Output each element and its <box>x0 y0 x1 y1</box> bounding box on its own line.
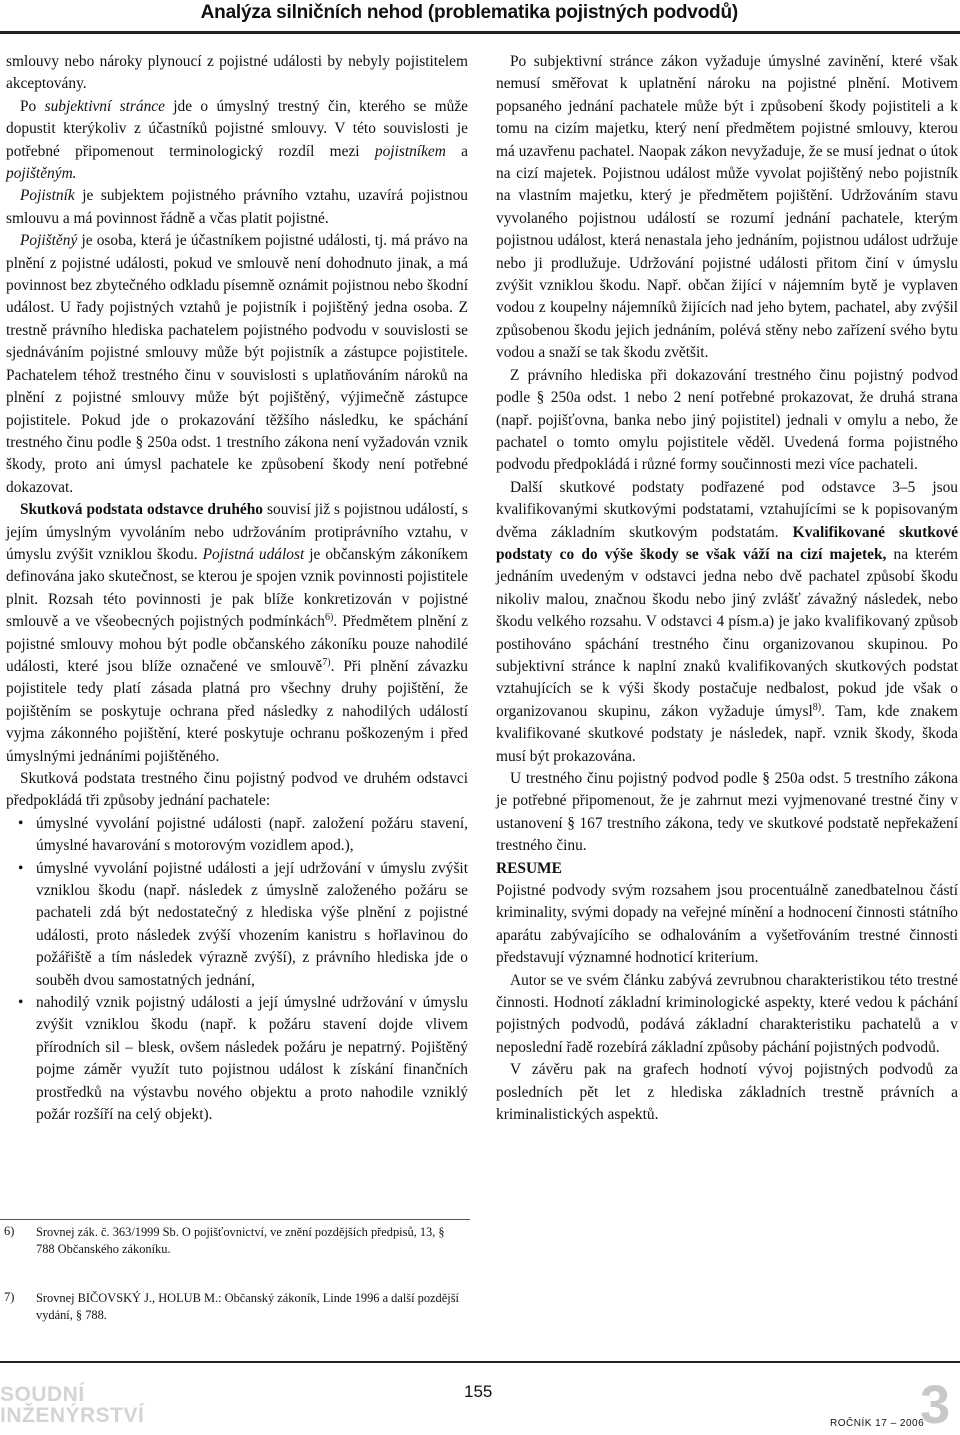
section-heading: RESUME <box>496 859 562 877</box>
paragraph: Pojištěný je osoba, která je účastníkem pojistné události, tj. má právo na plnění z pojistné události, pokud ve smlouvě není dohodnuto jinak, a má povinnost bez zbytečného odkladu písemně oznámit pojistnou nebo škodní událost. U řady pojistných vztahů je pojistník i pojištěný jedna osoba. Z trestně právního hlediska pachatelem pojistného podvodu v souvislosti se sjednáváním pojistné smlouvy může být pojistník a zástupce pojistitele. Pachatelem téhož trestného činu v souvislosti s uplatňováním nároků na plnění z pojistné smlouvy může být pojištěný, výjimečně zástupce pojistitele. Pokud jde o prokazování těžšího následku, ke spáchání trestného činu podle § 250a odst. 1 trestního zákona není vyžadován vznik škody, proto ani úmysl pachatele ke způsobení škody není potřebné dokazovat. <box>6 232 468 496</box>
paragraph: Pojistník je subjektem pojistného právního vztahu, uzavírá pojistnou smlouvu a má povinnost řádně a včas platit pojistné. <box>6 187 468 227</box>
paragraph: Pojistné podvody svým rozsahem jsou procentuálně zanedbatelnou částí kriminality, svými dopady na veřejné mínění a hodnocení činnosti státního aparátu zabývajícího se odhalováním a vyšetřováním trestné činnosti představují významné hodnoticí kriterium. <box>496 882 958 967</box>
paragraph: U trestného činu pojistný podvod podle § 250a odst. 5 trestního zákona je potřebné připomenout, že je zahrnut mezi vyjmenované trestné činy v ustanovení § 167 trestního zákona, tedy ve skutkové podstatě nepřekažení trestného činu. <box>496 770 958 855</box>
bullet-list <box>6 813 468 1127</box>
paragraph: Po subjektivní stránce zákon vyžaduje úmyslné zavinění, které však nemusí směřovat k uplatnění nároku na pojistné plnění. Motivem popsaného jednání pachatele může být i způsobení škody pojistiteli a k tomu na cizím majetku, který není předmětem pojistné smlouvy, kterou má uzavřenu pachatel. Naopak zákon nevyžaduje, že se musí jednat o útok na cizí majetek. Pojistnou událost může vyvolat pojištěný nebo pojistník na vlastním majetku, který je předmětem pojištění. Udržováním stavu vyvolaného pojistnou událostí se rozumí jednání pachatele, kterým pojistnou událost, která nenastala jeho jednáním, pojistnou událost udržuje nebo ji prodlužuje. Udržování pojistné události přitom činí v úmyslu zvýšit vzniklou škodu. Např. občan žijící v nájemním bytě je vyplaven vodou z koupelny nájemníků žijících nad jeho bytem, pachatel, aby zvýšil způsobenou škodu jejich jednáním, polévá stěny nebo zařízení svého bytu vodou a snaží se tak škodu zvětšit. <box>496 53 958 362</box>
bullet-icon: • <box>18 814 24 832</box>
right-column <box>496 51 958 1127</box>
footer-rule <box>0 1361 960 1363</box>
footnote-text: Srovnej zák. č. 363/1999 Sb. O pojišťovnictví, ve znění pozdějších předpisů, 13, § 788 Občanského zákoníku. <box>36 1225 445 1256</box>
page-header <box>0 0 960 40</box>
list-item: • úmyslné vyvolání pojistné události (např. založení požáru stavení, úmyslné havarování s motorovým vozidlem apod.), <box>18 814 468 855</box>
paragraph: Další skutkové podstaty podřazené pod odstavce 3–5 jsou kvalifikovanými skutkovými podstatami, vztahujícími se k popisovaným dvěma základním skutkovým podstatám. Kvalifikované skutkové podstaty co do výše škody se však váží na cizí majetek, na kterém jednáním uvedeným v odstavci jedna nebo dvě pachatel způsobí škodu nikoliv malou, značnou škodu nebo jiný zvlášť závažný následek, nebo škodu velkého rozsahu. V odstavci 4 písm.a) je jako kvalifikovaný způsob postihováno spáchání trestného činu organizovanou skupinou. Po subjektivní stránce k naplní znaků kvalifikovaných skutkových podstat vztahujících se k výši škody postačuje nedbalost, pokud jde však o organizovanou skupinu, zákon vyžaduje úmysl$^{8)}$. Tam, kde znakem kvalifikované skutkové podstaty je následek, např. vznik škody, škoda musí být prokazována. <box>496 478 959 765</box>
footnote-ref[interactable]: 7) <box>322 656 331 668</box>
header-rule <box>0 31 960 34</box>
bullet-icon: • <box>18 859 24 877</box>
footnote-ref[interactable]: 8) <box>812 701 822 713</box>
paragraph: smlouvy nebo nároky plynoucí z pojistné události by nebyly pojistitelem akceptovány. <box>6 53 468 93</box>
left-column <box>6 51 468 1127</box>
bullet-icon: • <box>18 994 24 1012</box>
paragraph: Skutková podstata trestného činu pojistný podvod ve druhém odstavci předpokládá tři způsoby jednání pachatele: <box>6 770 468 810</box>
paragraph: V závěru pak na grafech hodnotí vývoj pojistných podvodů za posledních pět let z hlediska základních trestně právních a kriminalistických aspektů. <box>496 1061 958 1124</box>
footnote-rule <box>0 1219 470 1220</box>
footnote-number: 7) <box>4 1290 15 1304</box>
running-title: Analýza silničních nehod (problematika pojistných podvodů) <box>200 2 738 23</box>
paragraph: Po subjektivní stránce jde o úmyslný trestný čin, kterého se může dopustit kterýkoliv z účastníků pojistné smlouvy. V této souvislosti je potřebné připomenout terminologický rozdíl mezi pojistníkem a pojištěným. <box>6 97 469 183</box>
footnote-text: Srovnej BIČOVSKÝ J., HOLUB M.: Občanský zákoník, Linde 1996 a další pozdější vydání, § 788. <box>36 1291 459 1322</box>
footnotes <box>0 1223 470 1322</box>
paragraph: Skutková podstata odstavce druhého souvisí již s pojistnou událostí, s jejím úmyslným vyvoláním nebo udržováním protiprávního vztahu, v úmyslu zvýšit vzniklou škodu. Pojistná událost je občanským zákoníkem definována jako skutečnost, se kterou je spojen vznik povinnosti pojistitele plnit. Rozsah této povinnosti je pak blíže konkretizován v pojistné smlouvě a ve všeobecných pojistných podmínkách$^{6)}$. Předmětem plnění z pojistné smlouvy mohou být podle občanského zákoníku pouze nahodilé události, které jsou blíže označené ve smlouvě$^{7)}$. Při plnění závazku pojistitele tedy platí zásada platná pro všechny druhy pojištění, že pojištěním se poskytuje ochrana před následky z nahodilých událostí vyjma zákonného pojištění, které poskytuje ochranu poškozeným i před úmyslnými jednáními pojištěného. <box>6 501 468 765</box>
paragraph: Z právního hlediska při dokazování trestného činu pojistný podvod podle § 250a odst. 1 nebo 2 není potřebné prokazovat, že druhá strana (např. pojišťovna, banka nebo jiný pojistitel) jednali v omylu a nebo, že pachatel o tomto omylu pojistitele věděl. Uvedená forma pojistného podvodu předpokládá i různé formy součinnosti mezi více pachateli. <box>496 366 958 474</box>
paragraph: Autor se ve svém článku zabývá zevrubnou charakteristikou této trestné činnosti. Hodnotí základní kriminologické aspekty, které vedou k páchání pojistných podvodů, podává základní charakteristiku pachatelů a v neposlední řadě rozebírá základní způsoby páchání pojistných podvodů. <box>496 971 958 1056</box>
list-item: • úmyslné vyvolání pojistné události a její udržování v úmyslu zvýšit vzniklou škodu (např. následek z úmyslně založeného požáru se pachateli zdá být nedostatečný z hlediska výše plnění z pojistné události, proto následek zvýší vhozením kanistru s hořlavinou do požářiště a tím následek výrazně zvýší), z právního hlediska jde o souběh dvou samostatných jednání, <box>18 859 468 989</box>
footnote-ref[interactable]: 6) <box>324 612 334 624</box>
issue-label: ROČNÍK 17 – 2006 <box>830 1418 925 1429</box>
footnote-number: 6) <box>4 1224 15 1238</box>
journal-logo: SOUDNÍ INŽENÝRSTVÍ <box>0 1383 145 1427</box>
list-item: • nahodilý vznik pojistný události a její úmyslné udržování v úmyslu zvýšit vzniklou škodu (např. k požáru stavení dojde vlivem přírodních sil – blesk, ovšem následek požáru je nepatrný. Pojištěný pojme záměr využít tuto pojistnou událost k získání finančních prostředků na výstavbu nového objektu a proto nahodile vzniklý požár rozšíří na celý objekt). <box>18 994 468 1124</box>
page-number: 155 <box>464 1382 493 1401</box>
issue-number: 3 <box>920 1375 951 1435</box>
